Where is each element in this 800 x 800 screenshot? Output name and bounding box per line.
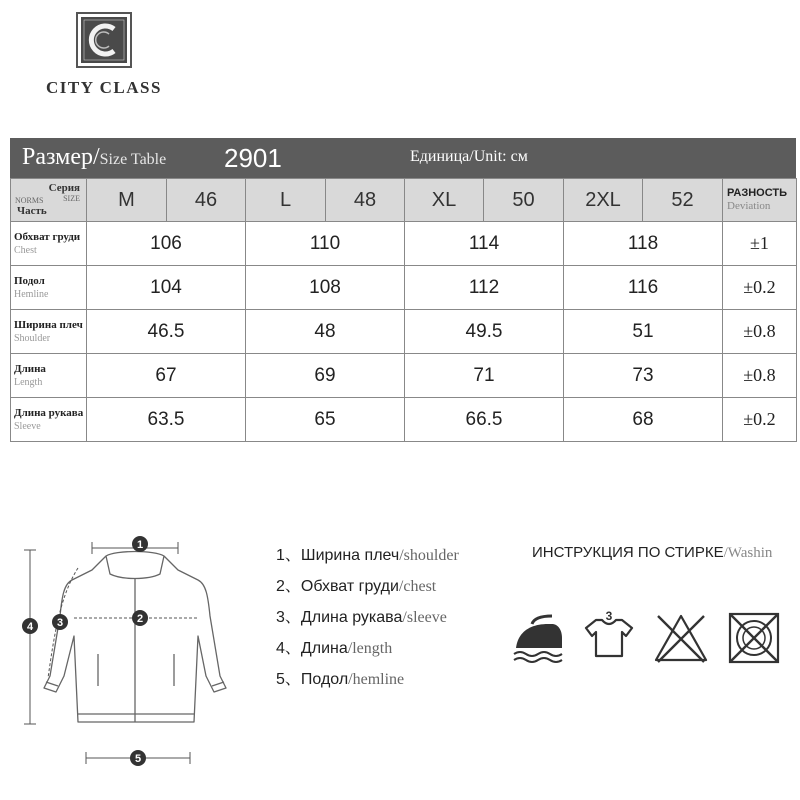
legend-en: /hemline — [348, 671, 405, 688]
brand-logo-icon — [76, 12, 132, 68]
brand-name: CITY CLASS — [46, 78, 162, 97]
size-header-row — [11, 179, 797, 222]
table-row — [11, 310, 797, 354]
part-name-ru: Длина рукава — [14, 406, 84, 419]
deviation-cell: ±0.8 — [723, 310, 797, 354]
table-row — [11, 222, 797, 266]
jacket-diagram — [14, 526, 236, 782]
svg-text:5: 5 — [134, 753, 142, 765]
legend-item — [276, 540, 506, 571]
marker-1 — [132, 536, 148, 552]
part-name-cell — [11, 354, 87, 398]
size-header: M — [87, 179, 167, 222]
legend-number: 1、 — [276, 547, 301, 564]
measurement-cell: 104 — [87, 266, 246, 310]
part-name-en: Sleeve — [14, 420, 41, 432]
do-not-bleach-icon — [650, 608, 712, 666]
size-table-title — [22, 144, 166, 171]
washing-title-ru: ИНСТРУКЦИЯ ПО СТИРКЕ — [532, 544, 724, 561]
svg-text:3: 3 — [56, 617, 64, 629]
legend-item — [276, 571, 506, 602]
corner-cell — [11, 179, 87, 222]
part-name-ru: Длина — [14, 362, 46, 375]
size-header: XL — [405, 179, 484, 222]
table-header — [10, 138, 796, 178]
size-table — [10, 178, 797, 442]
size-header: 52 — [643, 179, 723, 222]
legend-item — [276, 602, 506, 633]
svg-text:4: 4 — [26, 621, 34, 633]
legend-item — [276, 664, 506, 695]
size-header: 50 — [484, 179, 564, 222]
legend-ru: Подол — [300, 671, 349, 688]
table-row — [11, 354, 797, 398]
measurement-cell: 116 — [564, 266, 723, 310]
deviation-cell: ±0.8 — [723, 354, 797, 398]
measurement-cell: 110 — [246, 222, 405, 266]
part-name-cell — [11, 266, 87, 310]
svg-text:2: 2 — [136, 613, 144, 625]
part-name-ru: Подол — [14, 274, 45, 287]
deviation-header — [723, 179, 797, 222]
measurement-cell: 68 — [564, 398, 723, 442]
measurement-cell: 114 — [405, 222, 564, 266]
size-header: 46 — [167, 179, 246, 222]
legend-ru: Длина — [300, 640, 348, 657]
deviation-cell: ±1 — [723, 222, 797, 266]
measurement-legend — [276, 540, 506, 695]
legend-ru: Ширина плеч — [300, 547, 400, 564]
legend-number: 5、 — [276, 671, 301, 688]
marker-5 — [130, 750, 146, 766]
measurement-cell: 65 — [246, 398, 405, 442]
model-number: 2901 — [224, 143, 282, 173]
table-row — [11, 398, 797, 442]
measurement-cell: 48 — [246, 310, 405, 354]
legend-number: 4、 — [276, 640, 301, 657]
part-name-cell — [11, 222, 87, 266]
part-name-ru: Ширина плеч — [14, 318, 83, 331]
part-name-en: Hemline — [14, 288, 49, 300]
measurement-cell: 63.5 — [87, 398, 246, 442]
measurement-cell: 112 — [405, 266, 564, 310]
hang-dry-icon — [578, 608, 640, 666]
iron-low-heat-icon — [508, 608, 570, 666]
measurement-cell: 108 — [246, 266, 405, 310]
jacket-collar — [106, 556, 164, 579]
measurement-cell: 71 — [405, 354, 564, 398]
measurement-cell: 106 — [87, 222, 246, 266]
hang-dry-number: 3 — [605, 609, 613, 623]
series-label: Серия — [48, 182, 80, 194]
legend-en: /sleeve — [402, 609, 447, 626]
size-header: 48 — [326, 179, 405, 222]
marker-2 — [132, 610, 148, 626]
legend-en: /chest — [398, 578, 437, 595]
legend-item — [276, 633, 506, 664]
part-label: Часть — [17, 205, 47, 217]
washing-title-en: /Washin — [723, 545, 773, 561]
size-label: SIZE — [63, 194, 80, 203]
deviation-cell: ±0.2 — [723, 398, 797, 442]
deviation-cell: ±0.2 — [723, 266, 797, 310]
washing-title — [532, 544, 800, 562]
deviation-header-en: Deviation — [727, 200, 771, 212]
legend-en: /shoulder — [399, 547, 459, 564]
legend-number: 2、 — [276, 578, 301, 595]
measurement-cell: 73 — [564, 354, 723, 398]
do-not-tumble-dry-icon — [724, 608, 784, 666]
title-en: Size Table — [99, 151, 167, 168]
size-header: L — [246, 179, 326, 222]
norms-label: NORMS — [15, 196, 44, 205]
legend-ru: Длина рукава — [300, 609, 403, 626]
deviation-header-ru: РАЗНОСТЬ — [727, 187, 788, 199]
measurement-cell: 46.5 — [87, 310, 246, 354]
measurement-cell: 118 — [564, 222, 723, 266]
measurement-cell: 69 — [246, 354, 405, 398]
legend-en: /length — [347, 640, 393, 657]
legend-number: 3、 — [276, 609, 301, 626]
marker-4 — [22, 618, 38, 634]
measurement-cell: 66.5 — [405, 398, 564, 442]
part-name-en: Chest — [14, 244, 37, 256]
part-name-ru: Обхват груди — [14, 230, 81, 243]
part-name-en: Shoulder — [14, 332, 51, 344]
svg-text:1: 1 — [136, 539, 144, 551]
unit-label: Единица/Unit: см — [410, 148, 528, 165]
measurement-cell: 51 — [564, 310, 723, 354]
measurement-cell: 67 — [87, 354, 246, 398]
table-row — [11, 266, 797, 310]
legend-ru: Обхват груди — [300, 578, 399, 595]
marker-3 — [52, 614, 68, 630]
title-ru: Размер/ — [22, 144, 100, 170]
part-name-cell — [11, 398, 87, 442]
size-header: 2XL — [564, 179, 643, 222]
part-name-cell — [11, 310, 87, 354]
part-name-en: Length — [14, 376, 43, 388]
measurement-cell: 49.5 — [405, 310, 564, 354]
